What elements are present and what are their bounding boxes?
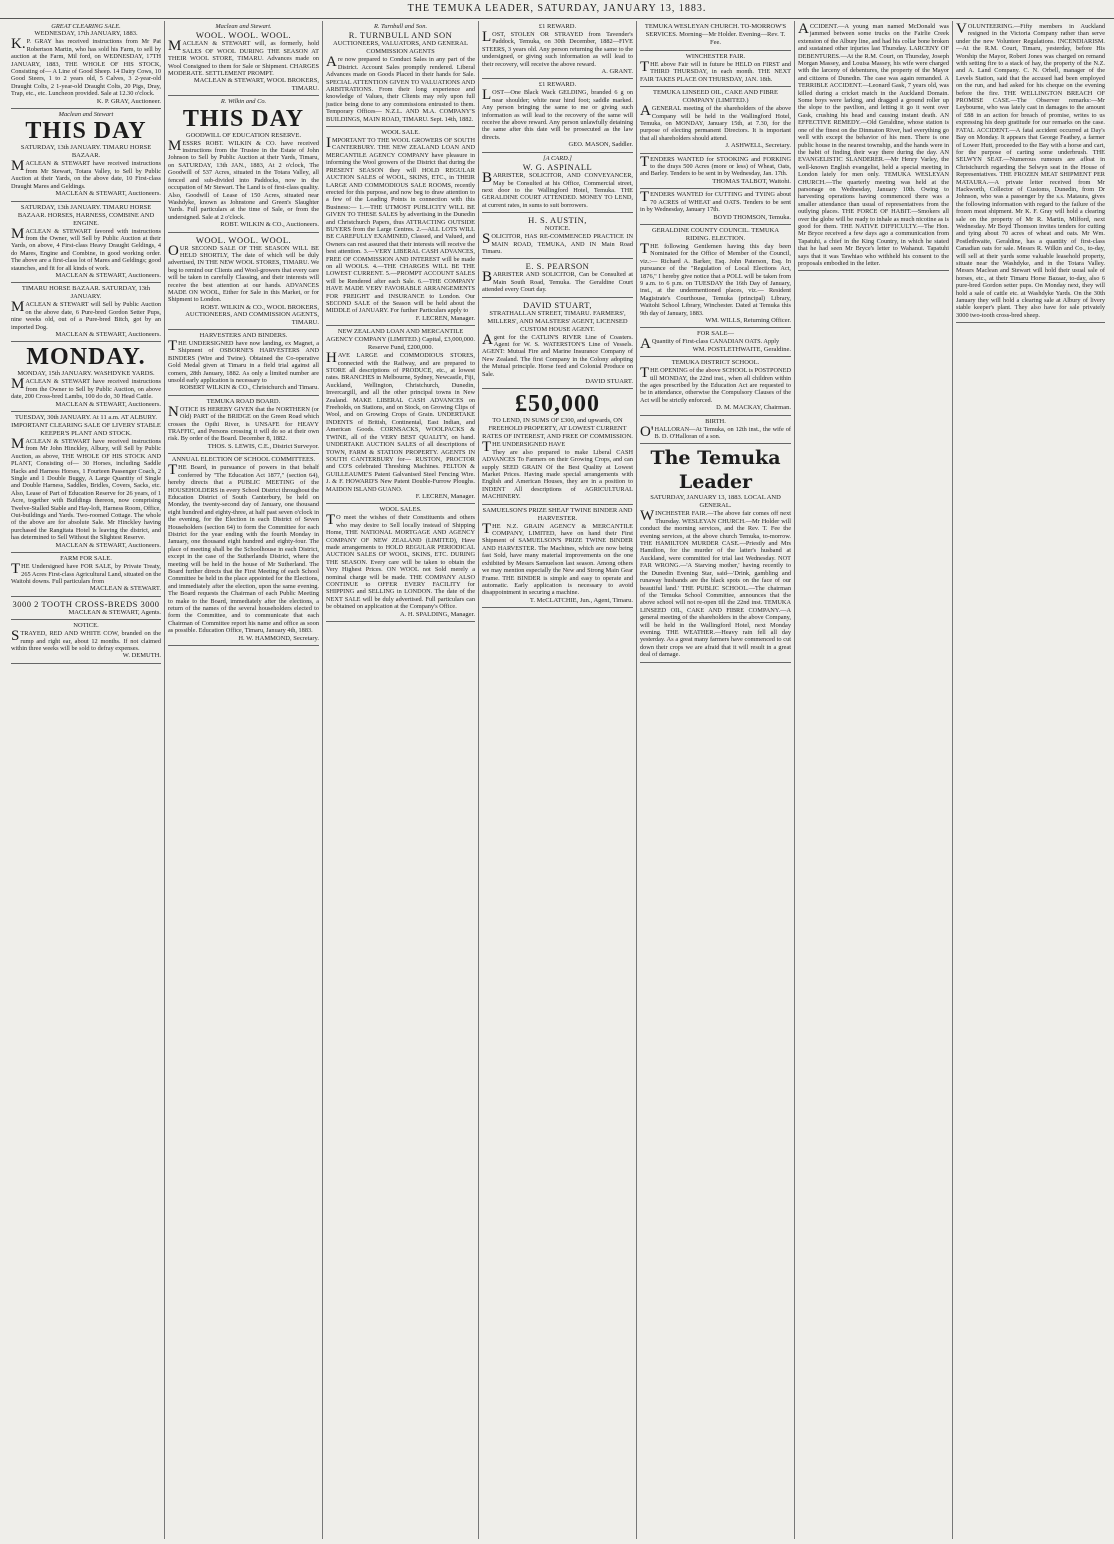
notice-signature: MACLEAN & STEWART, WOOL BROKERS, TIMARU. bbox=[193, 77, 319, 92]
notice-signature: K. P. GRAY, Auctioneer. bbox=[96, 97, 161, 105]
notice-block bbox=[640, 416, 791, 445]
notice-body: SOLICITOR, HAS RE-COMMENCED PRACTICE IN MAIN ROAD, TEMUKA, AND IN Main Road Timaru. bbox=[482, 231, 633, 255]
notice-signature: DAVID STUART. bbox=[585, 378, 633, 385]
notice-body: MACLEAN & STEWART have received instructions from Mr John Hinckley, Albury, will Sell by Public Auction, as above, THE WHOLE OF HIS STOCK AND PLANT, Consisting of— 30 Horses, including Saddle Hacks and Harness Horses, 1 Fourteen Passenger Coach, 2 Single and 1 Double Buggy, A Large Quantity of Single and Double Harness, Saddles, Bridles, Covers, Sacks, etc. Also, Lease of Part of Education Reserve for 26 years, of 1 Acre, together with Buildings thereon, now comprising Twelve-Stalled Stable and Hay-loft, Harness Room, Office, Out-buildings and Yards. Two-roomed Cottage. The whole of the above are for absolute Sale. Mr Hinckley having purchased the Rangitata Hotel is leaving the district, and has determined to Sell Without the Slightest Reserve. bbox=[11, 436, 162, 542]
notice-title: TEMUKA ROAD BOARD. bbox=[206, 397, 281, 405]
notice-body: LOST, STOLEN OR STRAYED from Tavender's Paddock, Temuka, on 30th December, 1882—FIVE STEERS, 3 years old. Any person returning the same to the undersigned, or giving such information as will lead to their recovery, will receive the above reward. bbox=[482, 29, 633, 68]
newspaper-column bbox=[952, 21, 1108, 1539]
notice-signature: MACLEAN & STEWART, Auctioneers. bbox=[55, 541, 161, 549]
notice-body: TENDERS WANTED for STOOKING and FORKING to the drays 500 Acres (more or less) of Wheat, Oats, and Barley. Tenders to be sent in by Wednesday, Jan. 17th. bbox=[640, 153, 791, 178]
notice-block bbox=[11, 202, 161, 284]
notice-signature: A. GRANT. bbox=[601, 68, 633, 76]
notice-body: MESSRS ROBT. WILKIN & CO. have received instructions from the Trustee in the Estate of John Johnson to Sell by Public Auction at their Yards, Timaru, on SATURDAY, 13th JAN., 1883, At 2 o'clock, The Goodwill of 537 Acres, situated in the Totara Valley, all fenced and sub-divided into Paddocks, now in the occupation of Mr Stewart. The Land is of first-class quality. Also, Goodwill of Lease of 150 Acres, situated near Washdyke, known as Johnstone and Green's Slaughter Yards. Full particulars at the time of Sale, or from the undersigned. Sale at 2 o'clock. bbox=[168, 137, 319, 221]
notice-block bbox=[798, 21, 949, 271]
notice-body: MACLEAN & STEWART will, as formerly, hold SALES OF WOOL DURING THE SEASON AT THEIR WOOL STORE, TIMARU. Advances made on Wool Consigned to them for Sale or Shipment. CHARGES MODERATE. SETTLEMENT PROMPT. bbox=[168, 38, 319, 78]
notice-block bbox=[482, 153, 633, 213]
notice-title: SAMUELSON'S PRIZE SHEAF TWINE BINDER AND HARVESTER. bbox=[482, 506, 633, 522]
notice-body: THE Undersigned have FOR SALE, by Private Treaty, 265 Acres First-class Agricultural Land, situated on the Waitohi downs. Full particulars from bbox=[11, 561, 161, 585]
notice-signature: THOS. S. LEWIS, C.E., District Surveyor. bbox=[207, 442, 319, 450]
notice-body: OUR SECOND SALE OF THE SEASON WILL BE HELD SHORTLY, The date of which will be duly advertised, IN THE NEW WOOL STORES, TIMARU. We beg to remind our Clients and Wool-growers that every care will be taken in carefully Classing, and their interests will receive the best attention at our hands. ADVANCES MADE ON WOOL, Either for Sale in this Market, or for Shipment to London. bbox=[168, 242, 319, 304]
notice-block bbox=[168, 454, 319, 646]
notice-body: VOLUNTEERING.—Fifty members in Auckland resigned in the Victoria Company rather than serve under the new Volunteer Regulations. INCENDIARISM.—At the R.M. Court, Timaru, yesterday, before His Worship the Mayor, Robert Jones was charged on remand with setting fire to a stack of hay, the property of the N.Z. and A. Land Company. C. N. Orbell, manager of the Levels Station, said that the accused had been employed on the run, and had asked for his cheque on the evening before the fire. THE WELLINGTON BREACH OF PROMISE CASE.—The Observer remarks:—Mr Leybourne, who was lately cast in damages to the amount of £88 in an action for breach of promise, writes to us expressing his deep gratitude for our remarks on the case. FATAL ACCIDENT.—A fatal accident occurred at Day's Bay on Monday. It appears that George Feathey, a farmer of Lower Hutt, proceeded to the Bay with a horse and cart, for the purpose of carting some underbrush. THE SELWYN SEAT.—Numerous rumours are afloat in Christchurch regarding the Selwyn seat in the House of Representatives. THE FROZEN MEAT SHIPMENT PER MATAURA.—A private letter received from Mr Hackworth, Collector of Customs, Dunedin, from Dr Johnson, who was a passenger by the s.s. Mataura, gives the following information with regard to the failure of the frozen meat shipment. Mr K. F. Gray will hold a clearing sale on the property of Mr R. Martin, Milford, next Wednesday. Mr Boyd Thomson invites tenders for cutting and tying about 70 acres of wheat and oats. Mr Wm. Postlethwaite, Geraldine, has a quantity of first-class Canadian oats for sale. Messrs R. Wilkin and Co., to-day, will sell at their yards some valuable leasehold property, situate near the Washdyke, and in the Totara Valley. Messrs Maclean and Stewart will hold their usual sale of horses, etc., at their Timaru Horse Bazaar, to-day, also 6 pure-bred Gordon setter pups. On Monday next, they will hold a sale of cattle etc. at Washdyke Yards. On the 30th January they will hold a clearing sale at Albury of livery stable keeper's plant. They also have for sale privately 3000 two-tooth cross-bred sheep. bbox=[956, 21, 1105, 319]
newspaper-column bbox=[8, 21, 164, 1539]
notice-block bbox=[640, 87, 791, 153]
notice-heading: Maclean and Stewart. bbox=[215, 23, 272, 30]
notice-signature: F. LECREN, Manager. bbox=[415, 492, 475, 500]
notice-block bbox=[482, 298, 633, 390]
notice-block bbox=[482, 79, 633, 152]
notice-block bbox=[640, 328, 791, 357]
masthead: THE TEMUKA LEADER, SATURDAY, JANUARY 13, 1883. bbox=[0, 0, 1114, 19]
notice-block bbox=[168, 21, 319, 96]
notice-subheadline: WOOL. WOOL. WOOL. bbox=[195, 30, 292, 41]
notice-title: HARVESTERS AND BINDERS. bbox=[199, 332, 288, 339]
notice-body: Agent for the CATLIN'S RIVER Line of Coasters. Agent for W. S. WATERSTON'S Line of Vessels. AGENT: Mutual Fire and Marine Insurance Company of New Zealand. The first Company in the Colony adopting the Mutual principle. Horse feed and Colonial Produce on Sale. bbox=[482, 331, 633, 378]
notice-block bbox=[326, 326, 475, 504]
notice-signature: ROBT. WILKIN & CO., Auctioneers. bbox=[220, 221, 319, 229]
notice-heading: GREAT CLEARING SALE. bbox=[51, 23, 121, 30]
notice-title: WEDNESDAY, 17th JANUARY, 1883. bbox=[34, 30, 138, 38]
notice-body: IMPORTANT TO THE WOOL GROWERS OF SOUTH CANTERBURY. THE NEW ZEALAND LOAN AND MERCANTILE AGENCY COMPANY have pleasure in informing the Wool growers of the District that during the PRESENT SEASON they will HOLD REGULAR AUCTION SALES of WOOL, SKINS, ETC., in THEIR LARGE AND COMMODIOUS SALE ROOMS, recently erected for this purpose, and now beg to draw attention to a few of the Leading Points in connection with this Business:— 1.—THE UTMOST PUBLICITY WILL BE GIVEN TO THESE SALES by advertising in the Dunedin and Christchurch Papers, thus ATTRACTING OUTSIDE BUYERS from the Large Centres. 2.—ALL LOTS WILL BE CAREFULLY EXAMINED, Classed, and Valued, and Owners can rest assured that their interests will receive the best attention. 3.—VERY LIBERAL CASH ADVANCES, FREE OF COMMISSION AND INTEREST will be made on all WOOLS. 4.—THE CHARGES WILL BE THE LOWEST CURRENT. 5.—PROMPT ACCOUNT SALES will be Rendered after each Sale. 6.—THE COMPANY HAVE MADE VERY FAVORABLE ARRANGEMENTS FOR FREIGHT and INSURANCE to London. Our SECOND SALE of the Season will be held about the MIDDLE of JANUARY. For further Particulars apply to bbox=[326, 135, 475, 315]
notice-block bbox=[640, 357, 791, 415]
notice-signature: ROBT. WILKIN & CO., WOOL BROKERS, AUCTIONEERS, AND COMMISSION AGENTS, TIMARU. bbox=[185, 303, 319, 326]
notice-heading: R. Wilkin and Co. bbox=[220, 98, 267, 106]
notice-signature: MACLEAN & STEWART, Auctioneers. bbox=[55, 400, 161, 408]
notice-body: ACCIDENT.—A young man named McDonald was jammed between some trucks on the Fairlie Creek extension of the Albury line, and had his collar bone broken and sustained other injuries last Thursday. LARCENY OF DEBENTURES.—At the R.M. Court, on Thursday, Joseph Morgan Massey, and Louisa Massey, his wife were charged with the larceny of debentures, the property of the Mayor and citizens of Dunedin. The case was again remanded. A TERRIBLE ACCIDENT.—Leonard Gask, 7 years old, was killed during a cricket match in the Auckland Domain. Some boys were larking, and dragged a ground roller up the slope to the pavilion, and letting it go it went over Gask, crushing his head and causing instant death. AN EFFECTIVE REMEDY.—Old Geraldine, whose station is one of the finest on the Dinmaton River, had everything go well with except the behavior of his men. There is one public house in the nearest township, and the hands were in the habit of finding their way there during the day. AN EVANGELISTIC SLANDERER.—Mr Henry Varley, the well-known English evangelist, held a special meeting in London lately for men only. TEMUKA WESLEYAN CHURCH.—The quarterly meeting was held at the parsonage on Wednesday, January 10th. Owing to harvesting operations having commenced there was a smaller attendance than usual of representatives from the outlying places. THE FORCE OF HABIT.—Smokers all over the globe will be ready to inhale as much nicotine as is good for them. THE NATIVE DIFFICULTY.—The Hon. Mr Bryce received a few days ago a communication from Tapatuhi, a chief in the King Country, in which he stated that he had seen Mr Bryce's letter to Wahanui. Tapatuhi says that it was Tawhiao who withheld his consent to the proposals embodied in the letter. bbox=[798, 21, 949, 267]
notice-body: NOTICE IS HEREBY GIVEN that the NORTHERN (or Old) PART of the BRIDGE on the Green Road which crosses the Opihi River, is UNSAFE for HEAVY TRAFFIC, and Persons crossing it will do so at their own risk. By order of the Board. December 8, 1882. bbox=[168, 403, 319, 443]
notice-body: MACLEAN & STEWART have received instructions from the Owner to Sell by Public Auction, on above date, 200 Cross-bred Lambs, 100 do do, 30 Head Cattle. bbox=[11, 376, 161, 401]
notice-block bbox=[168, 233, 319, 330]
notice-signature: MACLEAN & STEWART, Auctioneers. bbox=[55, 271, 161, 279]
notice-body: BARRISTER AND SOLICITOR, Can be Consulted at Main South Road, Temuka. The Geraldine Court attended every Court day. bbox=[482, 269, 633, 294]
notice-signature: BOYD THOMSON, Temuka. bbox=[713, 213, 791, 221]
notice-body: THE UNDERSIGNED have now landing, ex Magnet, a Shipment of OSBORNE'S HARVESTERS AND BINDERS (Wire and Twine). Obtained the Co-operative Gold Medal given at Timaru in a field trial against all comers, 28th January, 1882. As only a limited number are unsold early application is necessary to bbox=[168, 338, 319, 385]
notice-body: AQuantity of First-class CANADIAN OATS. Apply bbox=[640, 336, 780, 353]
notice-title: TEMUKA DISTRICT SCHOOL. bbox=[671, 359, 760, 367]
notice-block bbox=[640, 51, 791, 87]
notice-signature: WM. WILLS, Returning Officer. bbox=[705, 316, 791, 324]
notice-headline: £50,000 bbox=[515, 391, 600, 418]
notice-title: NEW ZEALAND LOAN AND MERCANTILE AGENCY COMPANY (LIMITED.) Capital, £3,000,000. Reserve Fund, £200,000. bbox=[326, 328, 475, 352]
notice-title: FARM FOR SALE. bbox=[60, 555, 112, 563]
notice-body: MACLEAN & STEWART favored with instructions from the Owner, will Sell by Public Auction at their Yards, on above, 4 First-class Heavy Draught Geldings, 4 do Mares, Engine and Combine, in good working order. The above are a first-class lot of Mares and Geldings; good staunches, and fit for all kinds of work. bbox=[11, 225, 161, 272]
notice-title: NOTICE. bbox=[544, 225, 571, 233]
notice-headline: THIS DAY bbox=[25, 118, 147, 145]
notice-body: TO meet the wishes of their Constituents and others who may desire to Sell locally instead of Shipping Home, THE NATIONAL MORTGAGE AND AGENCY COMPANY OF NEW ZEALAND (LIMITED), Have made arrangements to HOLD REGULAR PERIODICAL AUCTION SALES OF WOOL, SKINS, ETC. DURING THE SEASON. Every care will be taken to obtain the Very Highest Prices. ON WOOL not Sold merely a nominal charge will be made. THE COMPANY ALSO CONTINUE to OFFER EVERY FACILITY for SHIPPING and SELLING in LONDON. The date of the NEXT SALE will be duly advertised. Full particulars can be obtained on application at the Company's Office. bbox=[326, 512, 475, 611]
newspaper-column bbox=[322, 21, 478, 1539]
notice-block bbox=[11, 412, 161, 553]
notice-block bbox=[168, 96, 319, 232]
notice-body: THE OPENING of the above SCHOOL is POSTPONED till MONDAY, the 22nd inst., when all children within the ages prescribed by the Education Act are requested to be in attendance, otherwise the Compulsory Clauses of the Act will be strictly enforced. bbox=[640, 365, 791, 404]
notice-title: WOOL SALES. bbox=[379, 506, 422, 514]
notice-block bbox=[326, 504, 475, 622]
notice-subheadline: WOOL. WOOL. WOOL. bbox=[195, 234, 292, 245]
notice-subheadline: 3000 2 TOOTH CROSS-BREDS 3000 bbox=[12, 598, 160, 609]
notice-title: WINCHESTER FAIR. bbox=[685, 53, 746, 60]
notice-block bbox=[640, 189, 791, 225]
notice-title: GOODWILL OF EDUCATION RESERVE. bbox=[185, 131, 302, 139]
notice-body: THE above Fair will in future be HELD on FIRST and THIRD THURSDAY, in each month. THE NEXT FAIR TAKES PLACE ON THURSDAY, JAN. 18th. bbox=[640, 59, 791, 83]
notice-title: SATURDAY, 13th JANUARY. TIMARU HORSE BAZAAR. bbox=[20, 144, 152, 160]
notice-title: £1 REWARD. bbox=[538, 81, 577, 89]
notice-subheadline: E. S. PEARSON bbox=[525, 261, 590, 272]
notice-signature: MACLEAN & STEWART, Agents. bbox=[68, 608, 161, 616]
notice-body: THE UNDERSIGNED HAVE bbox=[482, 439, 566, 456]
notice-title: TEMUKA WESLEYAN CHURCH. TO-MORROW'S SERVICES. Morning—Mr Holder. Evening—Rev. T. Fee. bbox=[644, 23, 787, 46]
notice-title: TIMARU HORSE BAZAAR. SATURDAY, 13th JANUARY. bbox=[21, 285, 151, 301]
notice-subheadline: R. TURNBULL AND SON bbox=[348, 30, 453, 41]
notice-title: SATURDAY, 13th JANUARY. TIMARU HORSE BAZAAR. HORSES, HARNESS, COMBINE AND ENGINE. bbox=[17, 203, 155, 227]
notice-signature: J. ASHWELL, Secretary. bbox=[725, 142, 791, 150]
notice-body: STRAYED, RED AND WHITE COW, branded on the rump and right ear, about 12 months. If not claimed within three weeks will be sold to defray expenses. bbox=[11, 628, 161, 652]
notice-signature: MACLEAN & STEWART. bbox=[89, 585, 161, 593]
newspaper-column bbox=[164, 21, 322, 1539]
newspaper-column bbox=[478, 21, 636, 1539]
notice-title: GERALDINE COUNTY COUNCIL. TEMUKA RIDING. ELECTION. bbox=[651, 226, 780, 242]
notice-block bbox=[482, 21, 633, 79]
notice-headline: THIS DAY bbox=[182, 105, 305, 132]
notice-title: NOTICE. bbox=[73, 622, 99, 630]
notice-body: Are now prepared to Conduct Sales in any part of the District. Account Sales promptly rendered. Liberal Advances made on Goods Placed in their hands for Sale. SPECIAL ATTENTION GIVEN TO VALUATIONS AND ARBITRATIONS. From their long experience and knowledge of Values, their Clients may rely upon full justice being done to any commissions entrusted to them. Temporary Offices— N.Z.L. AND M.A. COMPANY'S BUILDINGS, MAIN ROAD, TIMARU. Sept. 14th, 1882. bbox=[326, 54, 475, 123]
notice-block bbox=[11, 597, 161, 620]
notice-block bbox=[640, 225, 791, 328]
notice-body: HAVE LARGE and COMMODIOUS STORES, connected with the Railway, and are prepared to STORE all descriptions of PRODUCE, etc., at lowest rates. BRANCHES in Melbourne, Sydney, Newcastle, Fiji, Auckland, Wellington, Christchurch, Dunedin, Invercargill, and all the other principal towns in New Zealand. MAKE LIBERAL CASH ADVANCES on Freeholds, on Stations, and on Stock, on Growing Clips of Wool, and on Growing Crops of Grain. UNDERTAKE INDENTS of British, Continental, East Indian, and American Goods. CORNSACKS, WOOLPACKS & TWINE, all of the VERY BEST QUALITY, on hand. UNDERTAKE AUCTION SALES of all descriptions of TOWN, FARM & STATION PROPERTY. AGENTS IN SOUTH CANTERBURY for— RUSTON, PROCTOR and CO'S celebrated Threshing Machines. FELTON & GUILLEAUME'S Patent Galvanised Steel Fencing Wire. J. & F. HOWARD'S New Patent Double-Furrow Ploughs. MAIDON ISLAND GUANO. bbox=[326, 350, 475, 493]
notice-body: THE Board, in pursuance of powers in that behalf conferred by "The Education Act 1877," (section 64), hereby directs that a PUBLIC MEETING of the HOUSEHOLDERS in every School District throughout the Education District of South Canterbury, be held on Monday, the twenty-second day of January, one thousand eight hundred and eighty-three, at half past seven o'clock in the evening, for the Election in each District of Seven Householders (section 64) to form the Committee for each District for the year ending with the fourth Monday in January, one thousand eight hundred and eighty-four. The place of meeting shall be the Schoolhouse in each District, except in the case of the Sutherlands District, where the meeting will be held in the house of Mr Sutherland. The Board further directs that the First Meeting of each School Committee be held in the place appointed for the Elections, and immediately after the election, upon the same evening. The Board requests the Chairman of each Public Meeting to make to the Board, immediately after the elections, a return of the names of the several householders elected to form the Committee, and to communicate that each Chairman of Committee report his name and office as soon as possible. Education Office, Timaru, January 4th, 1883. bbox=[168, 462, 319, 635]
notice-signature: H. W. HAMMOND, Secretary. bbox=[238, 634, 319, 642]
notice-title: TUESDAY, 30th JANUARY. At 11 a.m. AT ALBURY. IMPORTANT CLEARING SALE OF LIVERY STABLE KEEPER'S PLANT AND STOCK. bbox=[11, 414, 161, 437]
notice-title: FOR SALE— bbox=[696, 330, 735, 338]
notice-body: BARRISTER, SOLICITOR, AND CONVEYANCER, May be Consulted at his Office, Commercial street, next door to the Wallingford Hotel, Temuka. THE GERALDINE COURT ATTENDED. MONEY TO LEND, at current rates, in sums to suit borrowers. bbox=[482, 170, 633, 209]
notice-heading: R. Turnbull and Son. bbox=[373, 23, 428, 30]
newspaper-title: The Temuka Leader bbox=[650, 447, 781, 494]
notice-block bbox=[482, 505, 633, 608]
notice-signature: WM. POSTLETHWAITE, Geraldine. bbox=[692, 345, 791, 353]
notice-signature: THOMAS TALBOT, Waitohi. bbox=[712, 177, 791, 185]
notice-body: WINCHESTER FAIR.—The above fair comes off next Thursday. WESLEYAN CHURCH.—Mr Holder will conduct the morning services, and the Rev. T. Fee the evening services, at the above church Temuka, to-morrow. THE HAMILTON MURDER CASE.—Priestly and Mrs Hamilton, for the murder of the latter's husband at Auckland, were committed for trial last Wednesday. NOT FAR WRONG.—'A Starving mother,' having recently to the Dunedin Evening Star, said—'Drink, gambling and runaway husbands are the black spots on the face of our beautiful land.' THE PUBLIC SCHOOL.—The chairman of the Temuka School Committee, announces that the above school will not re-open till the 22nd inst. TEMUKA LINSEED OIL, CAKE AND FIBRE COMPANY.—A general meeting of the shareholders in the above Company, will be held in the Wallingford Hotel, next Monday evening. THE WEATHER.—Heavy rain fell all day yesterday. As a great many farmers have commenced to cut down their crops we are afraid that it will result in a great deal of damage. bbox=[640, 508, 791, 659]
notice-heading: [A CARD.] bbox=[543, 154, 572, 162]
notice-signature: T. McCLATCHIE, Jun., Agent, Timaru. bbox=[529, 596, 633, 604]
notice-title: TO LEND, IN SUMS OF £300, and upwards, ON FREEHOLD PROPERTY, AT LOWEST CURRENT RATES OF INTEREST, AND FREE OF COMMISSION. bbox=[482, 417, 633, 441]
notice-title: AUCTIONEERS, VALUATORS, AND GENERAL COMMISSION AGENTS bbox=[333, 40, 468, 56]
notice-body: MACLEAN & STEWART have received instructions from Mr Stewart, Totara Valley, to Sell by Public Auction at their Yards, on the above date, 10 First-class Draught Mares and Geldings. bbox=[11, 158, 161, 190]
notice-block bbox=[11, 21, 161, 109]
notice-body: AGENERAL meeting of the shareholders of the above Company will be held in the Wallingford Hotel, Temuka, on MONDAY, January 15th, at 7.30, for the purpose of electing permanent Directors. It is important that all shareholders should attend. bbox=[640, 103, 791, 142]
notice-block bbox=[168, 396, 319, 454]
notice-title: MONDAY, 15th JANUARY. WASHDYKE YARDS. bbox=[17, 370, 155, 378]
notice-body: THE N.Z. GRAIN AGENCY & MERCANTILE COMPANY, LIMITED, have on hand their First Shipment of SAMUELSON'S PRIZE TWINE BINDER AND HARVESTER. The Machines, which are now being fast Sold, have many material improvements on the one exhibited by Messrs Samuelson last season. Among others we may mention especially the New and Strong Main Gear Frame. THE BINDER is simple and easy to operate and automatic. Early application is necessary to avoid disappointment in securing a machine. bbox=[482, 520, 633, 597]
notice-block bbox=[482, 389, 633, 504]
notice-body: THE following Gentlemen having this day been Nominated for the Office of Member of the Council, viz.:— Richard A. Barker, Esq. John Paterson, Esq. In pursuance of the "Regulation of Local Elections Act, 1876," I hereby give notice that a POLL will be taken from 9 a.m. to 6 p.m. on TUESDAY the 16th Day of January, inst., at the undermentioned places, viz.— Resident Magistrate's Courthouse, Temuka (principal) Library, Waitohi School Library, Winchester. Dated at Temuka this 9th day of January, 1883. bbox=[640, 240, 791, 317]
notice-block bbox=[482, 259, 633, 297]
notice-body: K.P. GRAY has received instructions from Mr Pat Robertson Martin, who has sold his Farm, to sell by auction at the Farm, Mil ford, on WEDNESDAY, 17TH JANUARY, 1883, THE WHOLE OF HIS STOCK, Consisting of— A Line of Good Sheep. 14 Dairy Cows, 10 Good Steers, 1 to 2 years old, 5 Calves, 3 2-year-old Draught Colts, 2 1-year-old Draught Colts, 20 Pigs, Dray, Trap, etc., etc. Luncheon provided. Sale at 12.30 o'clock. bbox=[11, 36, 161, 98]
notice-block bbox=[11, 283, 161, 342]
notice-signature: MACLEAN & STEWART, Auctioneers. bbox=[55, 330, 161, 338]
notice-body: O'HALLORAN—At Temuka, on 12th inst., the wife of B. D. O'Halloran of a son. bbox=[640, 423, 791, 441]
notice-body: LOST—One Black Wack GELDING, branded 6 g on near shoulder; white near hind foot; saddle marked. Any person bringing the same to me or giving such information as will lead to the recovery of the same will receive the above reward. Any person unlawfully detaining the same after this date will be prosecuted as the law directs. bbox=[482, 87, 633, 141]
notice-block bbox=[168, 330, 319, 396]
notice-title: £1 REWARD. bbox=[538, 23, 577, 30]
notice-headline: MONDAY. bbox=[26, 344, 146, 371]
notice-signature: MACLEAN & STEWART, Auctioneers. bbox=[55, 190, 161, 198]
notice-body: They are also prepared to make Liberal CASH ADVANCES To Farmers on their Growing Crops, and can supply SEED GRAIN Of the Best Quality at Lowest Market Prices. Having made special arrangements with English and American Houses, they are in a position to INDENT All descriptions of AGRICULTURAL MACHINERY. bbox=[482, 448, 633, 501]
notice-block bbox=[640, 21, 791, 51]
newspaper-column bbox=[794, 21, 952, 1539]
page-columns bbox=[8, 21, 1108, 1539]
notice-title: ANNUAL ELECTION OF SCHOOL COMMITTEES. bbox=[171, 456, 316, 464]
notice-signature: A. H. SPALDING, Manager. bbox=[399, 610, 475, 618]
notice-block bbox=[11, 620, 161, 664]
notice-signature: D. M. MACKAY, Chairman. bbox=[716, 404, 791, 412]
notice-block bbox=[640, 444, 791, 662]
notice-block bbox=[482, 213, 633, 259]
notice-signature: GEO. MASON, Saddler. bbox=[568, 141, 633, 149]
notice-heading: Maclean and Stewart bbox=[58, 111, 114, 119]
notice-title: SATURDAY, JANUARY 13, 1883. LOCAL AND GENERAL. bbox=[650, 494, 781, 510]
notice-title: STRATHALLAN STREET, TIMARU. FARMERS', MILLERS', AND MALSTERS' AGENT, LICENSED CUSTOM HOUSE AGENT. bbox=[487, 309, 628, 333]
notice-block bbox=[640, 154, 791, 190]
notice-subheadline: W. G. ASPINALL bbox=[522, 162, 593, 173]
notice-body: TENDERS WANTED for CUTTING and TYING about 70 ACRES of WHEAT and OATS. Tenders to be sent in by Wednesday, January 17th. bbox=[640, 189, 791, 214]
notice-title: TEMUKA LINSEED OIL, CAKE AND FIBRE COMPANY (LIMITED.) bbox=[653, 89, 778, 105]
notice-title: BIRTH. bbox=[705, 417, 726, 425]
notice-subheadline: H. S. AUSTIN, bbox=[528, 215, 587, 226]
notice-block bbox=[11, 342, 161, 412]
notice-signature: W. DEMUTH. bbox=[122, 652, 161, 660]
notice-block bbox=[11, 109, 161, 201]
notice-subheadline: DAVID STUART, bbox=[523, 299, 592, 310]
notice-signature: F. LECREN, Manager. bbox=[415, 314, 475, 322]
notice-title: WOOL SALE. bbox=[381, 129, 420, 137]
notice-block bbox=[11, 553, 161, 597]
notice-block bbox=[326, 21, 475, 127]
notice-body: MACLEAN & STEWART will Sell by Public Auction on the above date, 6 Pure-bred Gordon Setter Pups, nine weeks old, out of a Pure-bred Bitch, got by an imported Dog. bbox=[11, 299, 161, 331]
newspaper-column bbox=[636, 21, 794, 1539]
notice-block bbox=[956, 21, 1105, 323]
notice-signature: ROBERT WILKIN & CO., Christchurch and Timaru. bbox=[179, 384, 319, 392]
notice-block bbox=[326, 127, 475, 326]
